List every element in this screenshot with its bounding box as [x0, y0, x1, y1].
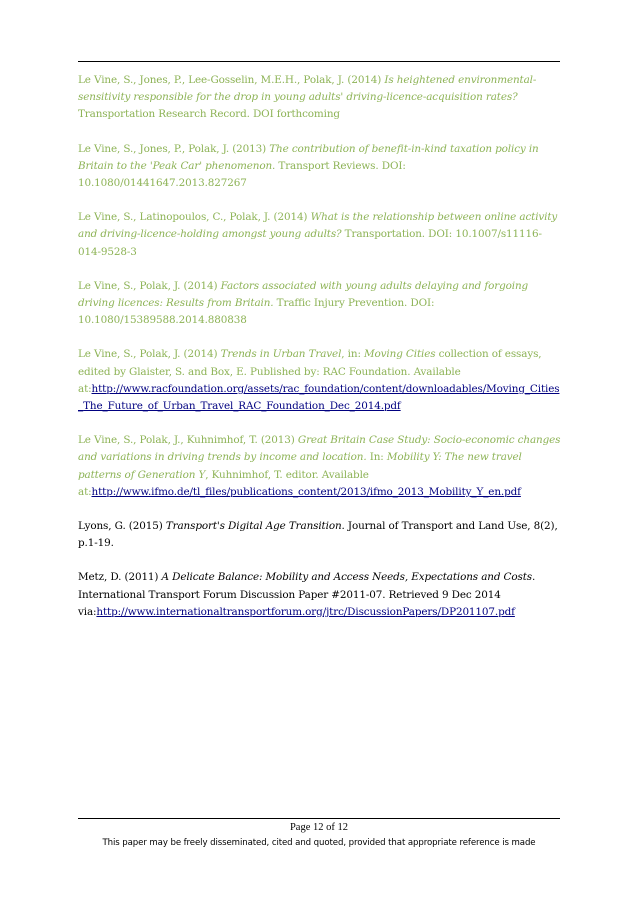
reference-link-continued[interactable]: The_Future_of_Urban_Travel_RAC_Foundation_Dec_2014.pdf	[83, 400, 401, 413]
footer-rule	[78, 818, 560, 819]
reference-item: Metz, D. (2011) A Delicate Balance: Mobility and Access Needs, Expectations and Costs. International Transport Forum Discussion Paper #2011-07. Retrieved 9 Dec 2014 via:http://www.internationaltransportforum.org/jtrc/DiscussionPapers/DP201107.pdf	[78, 571, 536, 618]
reference-item: Le Vine, S., Polak, J., Kuhnimhof, T. (2013) Great Britain Case Study: Socio-economic changes and variations in driving trends by income and location. In: Mobility Y: The new travel patterns of Generation Y, Kuhnimhof, T. editor. Available at:http://www.ifmo.de/tl_files/publications_content/2013/ifmo_2013_Mobility_Y_en.pdf	[78, 434, 561, 498]
page-number: Page 12 of 12	[289, 822, 349, 833]
reference-item: Le Vine, S., Polak, J. (2014) Factors associated with young adults delaying and forgoing driving licences: Results from Britain. Traffic Injury Prevention. DOI: 10.1080/15389588.2014.880838	[78, 279, 529, 327]
reference-link[interactable]: http://www.internationaltransportforum.org/jtrc/DiscussionPapers/DP201107.pdf	[96, 605, 515, 618]
reference-item: Le Vine, S., Jones, P., Lee-Gosselin, M.E.H., Polak, J. (2014) Is heightened environmental-sensitivity responsible for the drop in young adults' driving-licence-acquisition rates? Transportation Research Record. DOI forthcoming	[78, 74, 537, 121]
reference-list	[78, 72, 564, 638]
reference-link[interactable]: http://www.racfoundation.org/assets/rac_foundation/content/downloadables/Moving_Cities_	[78, 382, 560, 413]
footer-note: This paper may be freely disseminated, cited and quoted, provided that appropriate reference is made	[102, 838, 536, 848]
reference-item: Le Vine, S., Polak, J. (2014) Trends in Urban Travel, in: Moving Cities collection of essays, edited by Glaister, S. and Box, E. Published by: RAC Foundation. Available at:http://www.racfoundation.org/assets/rac_foundation/content/downloadables/Moving_Cities_The_Future_of_Urban_Travel_RAC_Foundation_Dec_2014.pdf	[78, 348, 560, 413]
reference-link[interactable]: http://www.ifmo.de/tl_files/publications_content/2013/ifmo_2013_Mobility_Y_en.pdf	[91, 485, 521, 498]
header-rule	[78, 61, 560, 62]
reference-item: Lyons, G. (2015) Transport's Digital Age Transition. Journal of Transport and Land Use, 8(2), p.1-19.	[78, 520, 558, 550]
reference-item: Le Vine, S., Jones, P., Polak, J. (2013) The contribution of benefit-in-kind taxation policy in Britain to the 'Peak Car' phenomenon. Transport Reviews. DOI: 10.1080/01441647.2013.827267	[78, 142, 539, 190]
reference-item: Le Vine, S., Latinopoulos, C., Polak, J. (2014) What is the relationship between online activity and driving-licence-holding amongst young adults? Transportation. DOI: 10.1007/s11116-014-9528-3	[78, 211, 558, 258]
